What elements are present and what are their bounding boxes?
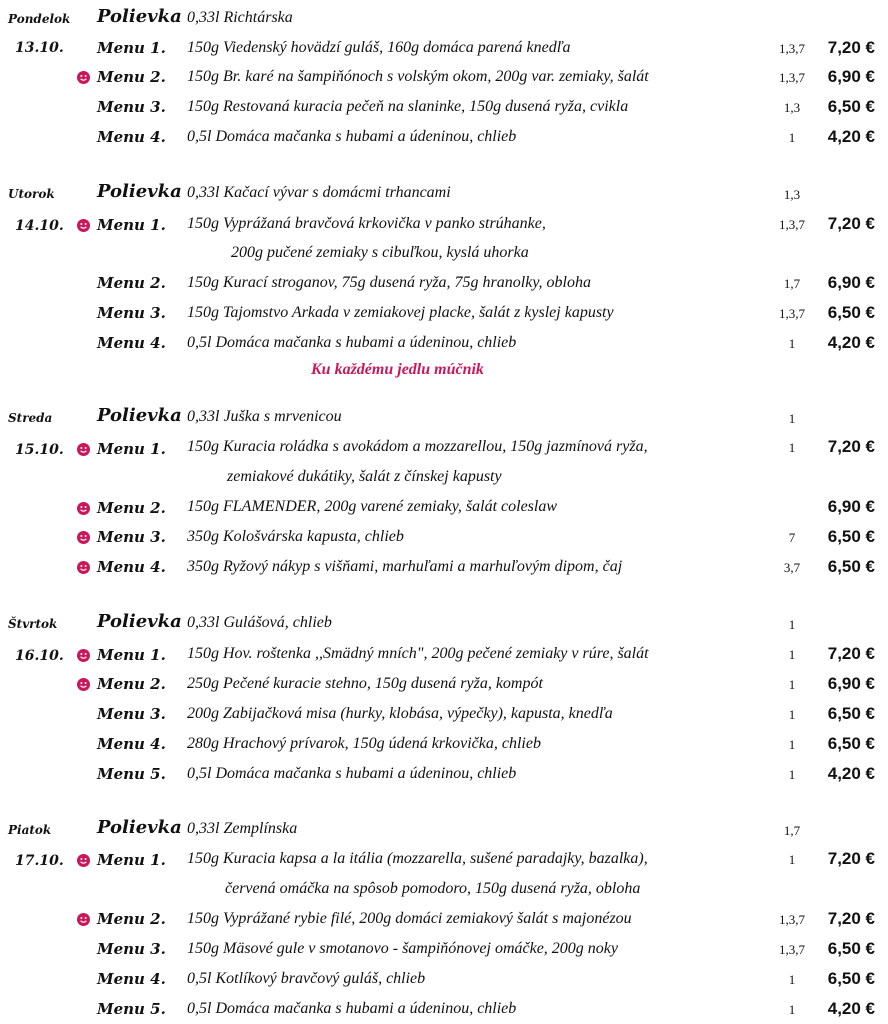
menu-label: Menu 3. (97, 705, 166, 723)
day-name: Pondelok (8, 12, 71, 26)
menu-desc: 150g Mäsové gule v smotanovo - šampiňónovej omáčke, 200g noky (187, 940, 618, 957)
price: 6,90 € (827, 674, 875, 693)
allergens: 1,3,7 (779, 942, 805, 957)
price: 7,20 € (827, 644, 875, 663)
allergens: 1 (788, 852, 796, 867)
allergens: 1,3,7 (779, 217, 805, 232)
smiley-icon (77, 443, 90, 456)
price: 6,50 € (827, 734, 875, 753)
allergens: 1,3,7 (779, 306, 805, 321)
day-date: 14.10. (15, 218, 64, 234)
allergens: 1 (788, 130, 796, 145)
allergens: 1,3,7 (779, 912, 805, 927)
allergens: 1 (788, 737, 796, 752)
menu-label: Menu 3. (97, 528, 166, 546)
smiley-icon (77, 913, 90, 926)
allergens: 1,7 (783, 823, 801, 838)
menu-desc: 150g Hov. roštenka ,,Smädný mních", 200g pečené zemiaky v rúre, šalát (187, 645, 649, 662)
price: 4,20 € (827, 127, 875, 146)
price: 4,20 € (827, 764, 875, 783)
allergens: 1,3 (783, 187, 801, 202)
allergens: 1 (788, 1002, 796, 1017)
allergens: 1 (788, 617, 796, 632)
menu-desc: 150g Viedenský hovädzí guláš, 160g domáca parená knedľa (187, 39, 571, 56)
menu-desc: 350g Kološvárska kapusta, chlieb (187, 528, 404, 545)
menu-label: Menu 1. (97, 216, 166, 234)
day-date: 15.10. (15, 442, 64, 458)
soup-label: Polievka (97, 181, 182, 202)
menu-desc: 200g Zabijačková misa (hurky, klobása, výpečky), kapusta, knedľa (187, 705, 613, 722)
dessert-note: Ku každému jedlu múčnik (311, 361, 484, 378)
menu-label: Menu 1. (97, 440, 166, 458)
allergens: 1 (788, 440, 796, 455)
menu-label: Menu 2. (97, 499, 166, 517)
soup-desc: 0,33l Zemplínska (187, 820, 298, 837)
price: 6,90 € (827, 273, 875, 292)
soup-desc: 0,33l Richtárska (187, 9, 293, 26)
allergens: 1 (788, 647, 796, 662)
menu-label: Menu 1. (97, 646, 166, 664)
menu-label: Menu 2. (97, 675, 166, 693)
smiley-icon (77, 561, 90, 574)
allergens: 1 (788, 336, 796, 351)
menu-desc: 150g Restovaná kuracia pečeň na slaninke, 150g dusená ryža, cvikla (187, 98, 629, 115)
menu-label: Menu 2. (97, 274, 166, 292)
menu-desc: 150g Kuracia kapsa a la itália (mozzarella, sušené paradajky, bazalka), (187, 850, 648, 867)
menu-desc: 150g Kurací stroganov, 75g dusená ryža, 75g hranolky, obloha (187, 274, 591, 291)
menu-desc: 150g FLAMENDER, 200g varené zemiaky, šalát coleslaw (187, 498, 558, 515)
smiley-icon (77, 531, 90, 544)
menu-desc: 0,5l Domáca mačanka s hubami a údeninou, chlieb (187, 334, 517, 351)
day-date: 16.10. (15, 648, 64, 664)
soup-desc: 0,33l Juška s mrvenicou (187, 408, 342, 425)
price: 4,20 € (827, 333, 875, 352)
allergens: 7 (788, 530, 796, 545)
menu-label: Menu 1. (97, 851, 166, 869)
menu-desc: 150g Vyprážané rybie filé, 200g domáci zemiakový šalát s majonézou (187, 910, 632, 927)
menu-label: Menu 4. (97, 128, 166, 146)
menu-desc: 0,5l Domáca mačanka s hubami a údeninou, chlieb (187, 1000, 517, 1017)
menu-desc: 150g Kuracia roládka s avokádom a mozzarellou, 150g jazmínová ryža, (187, 438, 648, 455)
menu-label: Menu 3. (97, 940, 166, 958)
smiley-icon (77, 502, 90, 515)
menu-desc-cont: zemiakové dukátiky, šalát z čínskej kapusty (227, 468, 502, 485)
menu-label: Menu 4. (97, 558, 166, 576)
menu-label: Menu 4. (97, 334, 166, 352)
menu-label: Menu 2. (97, 68, 166, 86)
menu-label: Menu 1. (97, 39, 166, 57)
menu-label: Menu 5. (97, 1000, 166, 1018)
menu-desc: 350g Ryžový nákyp s višňami, marhuľami a marhuľovým dipom, čaj (187, 558, 623, 575)
menu-desc: 150g Vyprážaná bravčová krkovička v panko strúhanke, (187, 215, 546, 232)
day-name: Utorok (8, 187, 55, 201)
allergens: 1 (788, 411, 796, 426)
smiley-icon (77, 649, 90, 662)
price: 7,20 € (827, 849, 875, 868)
soup-label: Polievka (97, 611, 182, 632)
menu-desc: 0,5l Kotlíkový bravčový guláš, chlieb (187, 970, 426, 987)
day-date: 13.10. (15, 40, 64, 56)
menu-desc-cont: červená omáčka na spôsob pomodoro, 150g dusená ryža, obloha (225, 880, 641, 897)
price: 4,20 € (827, 999, 875, 1018)
smiley-icon (77, 678, 90, 691)
day-date: 17.10. (15, 853, 64, 869)
price: 7,20 € (827, 38, 875, 57)
price: 7,20 € (827, 214, 875, 233)
price: 6,50 € (827, 969, 875, 988)
allergens: 1,3,7 (779, 41, 805, 56)
smiley-icon (77, 71, 90, 84)
allergens: 1,7 (783, 276, 801, 291)
price: 7,20 € (827, 437, 875, 456)
menu-label: Menu 4. (97, 970, 166, 988)
menu-label: Menu 2. (97, 910, 166, 928)
price: 6,50 € (827, 527, 875, 546)
allergens: 1 (788, 972, 796, 987)
menu-desc: 150g Br. karé na šampiňónoch s volským okom, 200g var. zemiaky, šalát (187, 68, 649, 85)
soup-desc: 0,33l Gulášová, chlieb (187, 614, 332, 631)
day-name: Piatok (8, 823, 52, 837)
menu-label: Menu 5. (97, 765, 166, 783)
price: 7,20 € (827, 909, 875, 928)
price: 6,90 € (827, 497, 875, 516)
price: 6,50 € (827, 704, 875, 723)
allergens: 3,7 (783, 560, 801, 575)
soup-label: Polievka (97, 405, 182, 426)
allergens: 1 (788, 677, 796, 692)
menu-desc-cont: 200g pučené zemiaky s cibuľkou, kyslá uhorka (231, 244, 529, 261)
menu-label: Menu 3. (97, 98, 166, 116)
menu-label: Menu 4. (97, 735, 166, 753)
soup-label: Polievka (97, 6, 182, 27)
menu-desc: 150g Tajomstvo Arkada v zemiakovej placke, šalát z kyslej kapusty (187, 304, 614, 321)
allergens: 1 (788, 767, 796, 782)
price: 6,50 € (827, 303, 875, 322)
price: 6,50 € (827, 557, 875, 576)
soup-label: Polievka (97, 817, 182, 838)
smiley-icon (77, 854, 90, 867)
allergens: 1,3 (783, 100, 801, 115)
allergens: 1,3,7 (779, 70, 805, 85)
smiley-icon (77, 219, 90, 232)
day-name: Streda (8, 411, 53, 425)
menu-label: Menu 3. (97, 304, 166, 322)
menu-desc: 0,5l Domáca mačanka s hubami a údeninou, chlieb (187, 765, 517, 782)
menu-desc: 280g Hrachový prívarok, 150g údená krkovička, chlieb (187, 735, 541, 752)
day-name: Štvrtok (8, 617, 58, 631)
allergens: 1 (788, 707, 796, 722)
soup-desc: 0,33l Kačací vývar s domácmi trhancami (187, 184, 451, 201)
price: 6,50 € (827, 939, 875, 958)
price: 6,50 € (827, 97, 875, 116)
menu-desc: 250g Pečené kuracie stehno, 150g dusená ryža, kompót (187, 675, 543, 692)
price: 6,90 € (827, 67, 875, 86)
menu-desc: 0,5l Domáca mačanka s hubami a údeninou, chlieb (187, 128, 517, 145)
